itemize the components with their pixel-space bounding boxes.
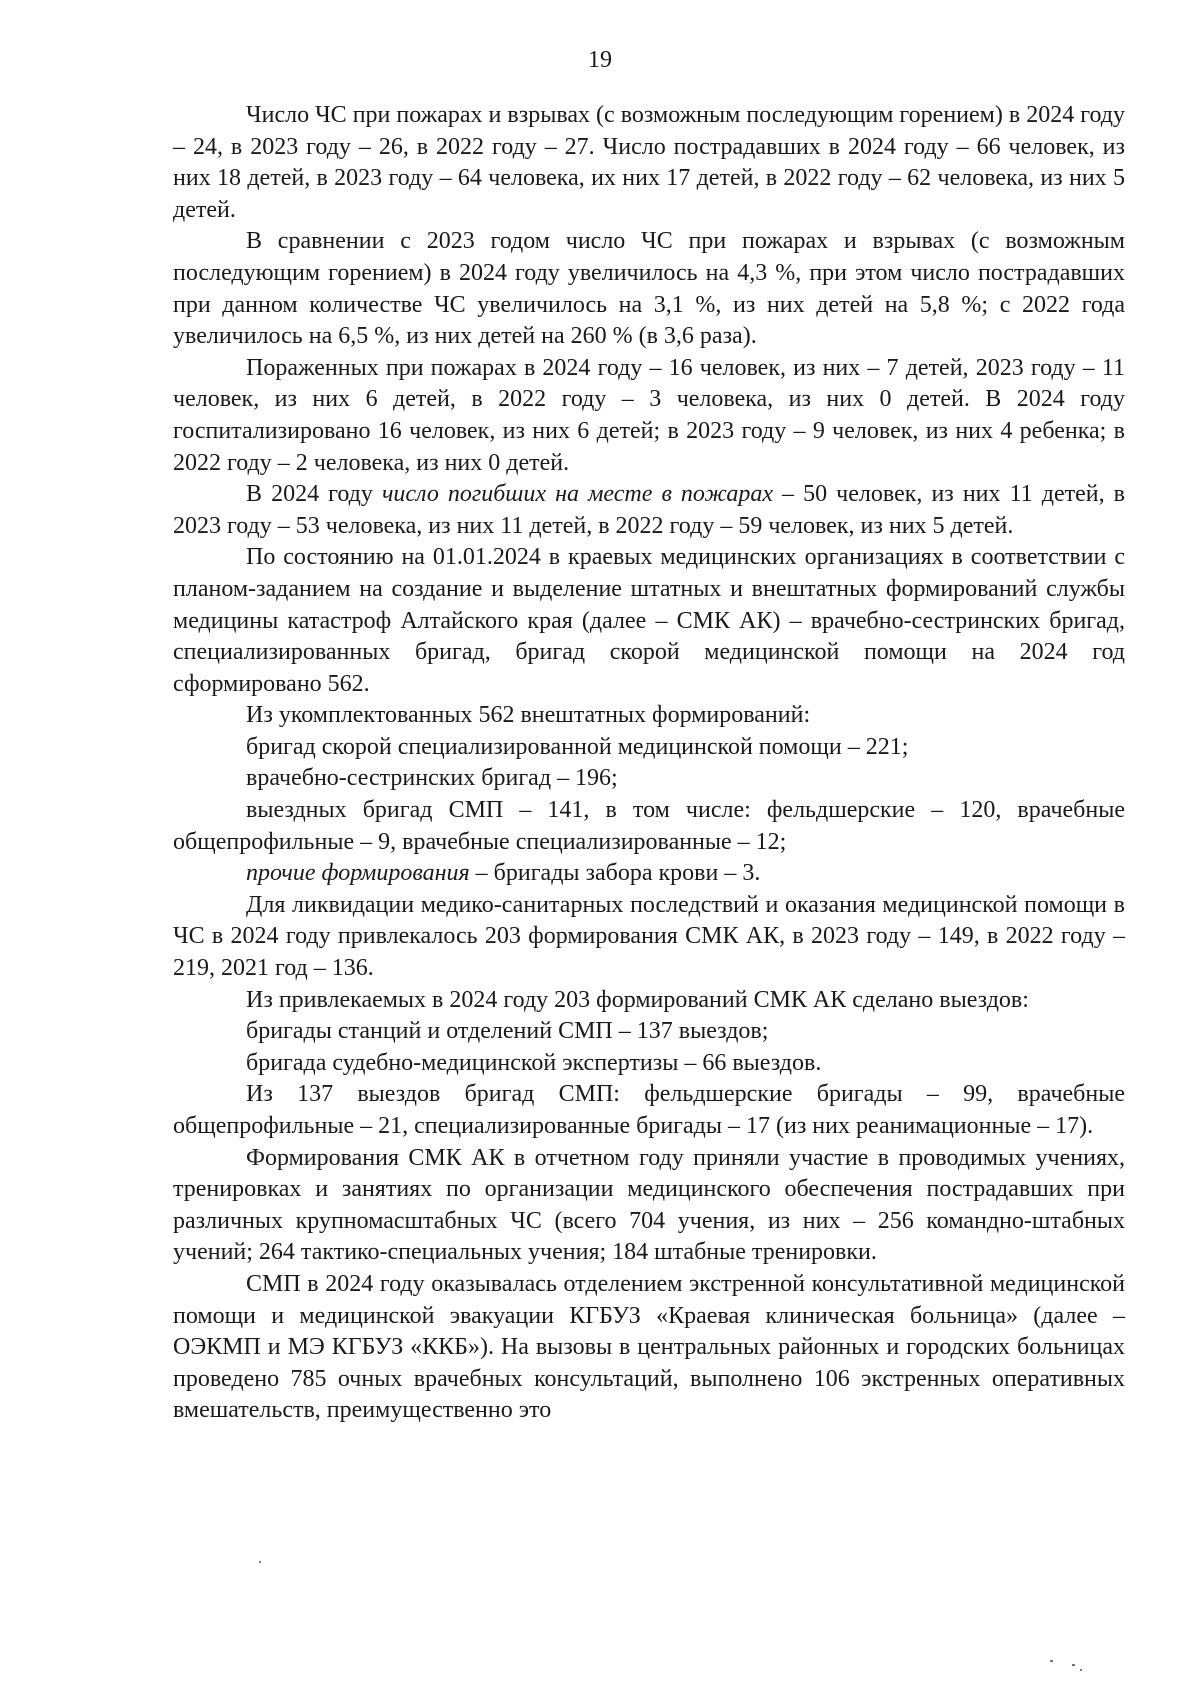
paragraph-liquidation: Для ликвидации медико-санитарных последствий и оказания медицинской помощи в ЧС в 2024 году привлекалось 203 формирования СМК АК, в 2023 году – 149, в 2022 году – 219, 2021 год – 136. xyxy=(173,891,1125,982)
paragraph-fatalities xyxy=(173,479,1125,542)
other-formations-emphasis: прочие формирования xyxy=(246,860,470,887)
list-item-other-formations xyxy=(173,858,1125,890)
paragraph-staffed-formations: Из укомплектованных 562 внештатных формирований: xyxy=(246,702,811,729)
paragraph-fire-incidents: Число ЧС при пожарах и взрывах (с возможным последующим горением) в 2024 году – 24, в 2023 году – 26, в 2022 году – 27. Число пострадавших в 2024 году – 66 человек, из них 18 детей, в 2023 году – 64 человека, их них 17 детей, в 2022 году – 62 человека, из них 5 детей. xyxy=(173,102,1125,223)
fatalities-lead: В 2024 году xyxy=(246,481,382,508)
fatalities-text: – 50 человек, из них 11 детей, в 2023 году – 53 человека, из них 11 детей, в 2022 году – 59 человек, из них 5 детей. xyxy=(173,481,1125,539)
paragraph-injured: Пораженных при пожарах в 2024 году – 16 человек, из них – 7 детей, 2023 году – 11 человек, из них 6 детей, в 2022 году – 3 человека, из них 0 детей. В 2024 году госпитализировано 16 человек, из них 6 детей; в 2023 году – 9 человек, из них 4 ребенка; в 2022 году – 2 человека, из них 0 детей. xyxy=(173,354,1125,476)
scan-speck xyxy=(1080,1669,1082,1671)
document-body xyxy=(173,100,1125,1427)
scan-speck xyxy=(1050,1660,1053,1662)
page-number: 19 xyxy=(588,47,612,73)
other-formations-text: – бригады забора крови – 3. xyxy=(469,860,761,887)
list-item-field-brigades: выездных бригад СМП – 141, в том числе: фельдшерские – 120, врачебные общепрофильные – 9, врачебные специализированные – 12; xyxy=(173,797,1125,855)
scan-speck xyxy=(1072,1664,1075,1666)
list-item-specialized-brigades: бригад скорой специализированной медицинской помощи – 221; xyxy=(246,733,909,760)
paragraph-formations-status: По состоянию на 01.01.2024 в краевых медицинских организациях в соответствии с планом-заданием на создание и выделение штатных и внештатных формирований службы медицины катастроф Алтайского края (далее – СМК АК) – врачебно-сестринских бригад, специализированных бригад, бригад скорой медицинской помощи на 2024 год сформировано 562. xyxy=(173,544,1125,697)
scan-speck xyxy=(259,1561,261,1563)
paragraph-exercises: Формирования СМК АК в отчетном году приняли участие в проводимых учениях, тренировках и занятиях по организации медицинского обеспечения пострадавших при различных крупномасштабных ЧС (всего 704 учения, из них – 256 командно-штабных учений; 264 тактико-специальных учения; 184 штабные тренировки. xyxy=(173,1144,1125,1266)
paragraph-departures: Из привлекаемых в 2024 году 203 формирований СМК АК сделано выездов: xyxy=(246,986,1029,1013)
paragraph-smp-departures: Из 137 выездов бригад СМП: фельдшерские бригады – 99, врачебные общепрофильные – 21, специализированные бригады – 17 (из них реанимационные – 17). xyxy=(173,1081,1125,1139)
paragraph-comparison-2023: В сравнении с 2023 годом число ЧС при пожарах и взрывах (с возможным последующим горением) в 2024 году увеличилось на 4,3 %, при этом число пострадавших при данном количестве ЧС увеличилось на 3,1 %, из них детей на 5,8 %; с 2022 года увеличилось на 6,5 %, из них детей на 260 % (в 3,6 раза). xyxy=(173,228,1125,350)
paragraph-emergency-care: СМП в 2024 году оказывалась отделением экстренной консультативной медицинской помощи и медицинской эвакуации КГБУЗ «Краевая клиническая больница» (далее – ОЭКМП и МЭ КГБУЗ «ККБ»). На вызовы в центральных районных и городских больницах проведено 785 очных врачебных консультаций, выполнено 106 экстренных оперативных вмешательств, преимущественно это xyxy=(173,1270,1125,1424)
list-item-nurse-brigades: врачебно-сестринских бригад – 196; xyxy=(246,765,618,792)
list-item-station-brigades: бригады станций и отделений СМП – 137 выездов; xyxy=(246,1018,769,1045)
fatalities-emphasis: число погибших на месте в пожарах xyxy=(381,481,773,508)
list-item-forensic-brigade: бригада судебно-медицинской экспертизы – 66 выездов. xyxy=(246,1049,822,1076)
